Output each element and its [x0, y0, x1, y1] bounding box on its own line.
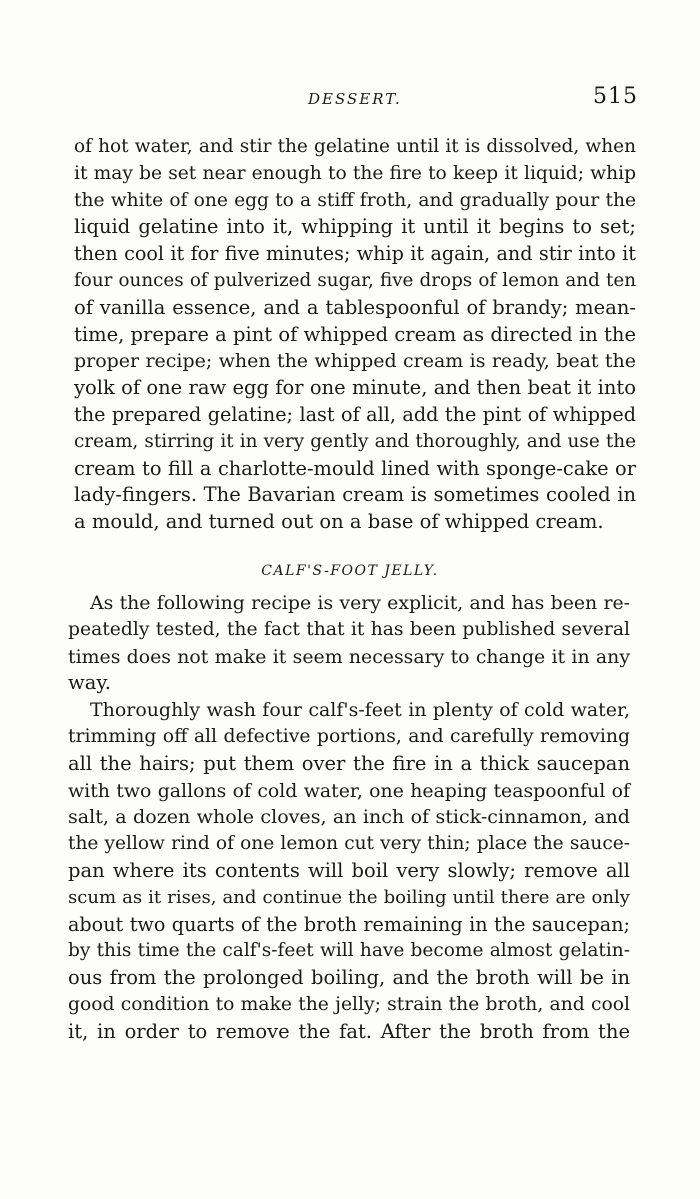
calfs-foot-jelly-text [68, 590, 630, 1046]
text-line: proper recipe; when the whipped cream is ready, beat the [74, 350, 636, 373]
text-line: it, in order to remove the fat. After the broth from the [68, 1019, 630, 1043]
text-line: with two gallons of cold water, one heaping teaspoonful of [68, 779, 630, 802]
text-line: cream, stirring it in very gently and thoroughly, and use the [74, 430, 636, 452]
text-line: yolk of one raw egg for one minute, and then beat it into [74, 376, 636, 400]
text-line: Thoroughly wash four calf's-feet in plenty of cold water, [90, 699, 630, 722]
text-line: As the following recipe is very explicit, and has been re- [90, 592, 630, 614]
text-line: cream to fill a charlotte-mould lined with sponge-cake or [74, 456, 636, 480]
text-line: salt, a dozen whole cloves, an inch of stick-cinnamon, and [68, 806, 630, 829]
text-line: of hot water, and stir the gelatine until it is dissolved, when [74, 136, 636, 157]
text-line: all the hairs; put them over the fire in a thick saucepan [68, 751, 630, 775]
text-line: ous from the prolonged boiling, and the broth will be in [68, 966, 630, 990]
text-line: liquid gelatine into it, whipping it until it begins to set; [74, 215, 636, 239]
text-line: the prepared gelatine; last of all, add the pint of whipped [74, 402, 636, 426]
text-line: time, prepare a pint of whipped cream as directed in the [74, 322, 636, 346]
text-line: pan where its contents will boil very slowly; remove all [68, 858, 630, 882]
paragraph-bavarian-cream [74, 134, 636, 536]
text-line: a mould, and turned out on a base of whipped cream. [74, 510, 604, 534]
section-heading: CALF'S-FOOT JELLY. [261, 563, 439, 579]
page-number: 515 [593, 84, 638, 109]
text-line: four ounces of pulverized sugar, five drops of lemon and ten [74, 269, 636, 291]
text-line: lady-fingers. The Bavarian cream is sometimes cooled in [74, 483, 636, 507]
text-line: then cool it for five minutes; whip it again, and stir into it [74, 242, 636, 266]
text-line: way. [68, 671, 111, 695]
text-line: the yellow rind of one lemon cut very thin; place the sauce- [68, 833, 630, 855]
page-header [0, 82, 700, 122]
text-line: times does not make it seem necessary to change it in any [68, 645, 630, 668]
text-line: about two quarts of the broth remaining in the saucepan; [68, 912, 630, 936]
text-line: by this time the calf's-feet will have become almost gelatin- [68, 940, 630, 962]
text-line: the white of one egg to a stiff froth, and gradually pour the [74, 189, 636, 211]
text-line: of vanilla essence, and a tablespoonful of brandy; mean- [74, 295, 636, 319]
text-line: trimming off all defective portions, and carefully removing [68, 725, 630, 747]
text-line: peatedly tested, the fact that it has been published several [68, 618, 630, 640]
running-head: DESSERT. [308, 90, 402, 108]
text-line: scum as it rises, and continue the boiling until there are only [68, 886, 630, 908]
text-line: good condition to make the jelly; strain the broth, and cool [68, 993, 630, 1015]
text-line: it may be set near enough to the fire to keep it liquid; whip [74, 162, 636, 184]
